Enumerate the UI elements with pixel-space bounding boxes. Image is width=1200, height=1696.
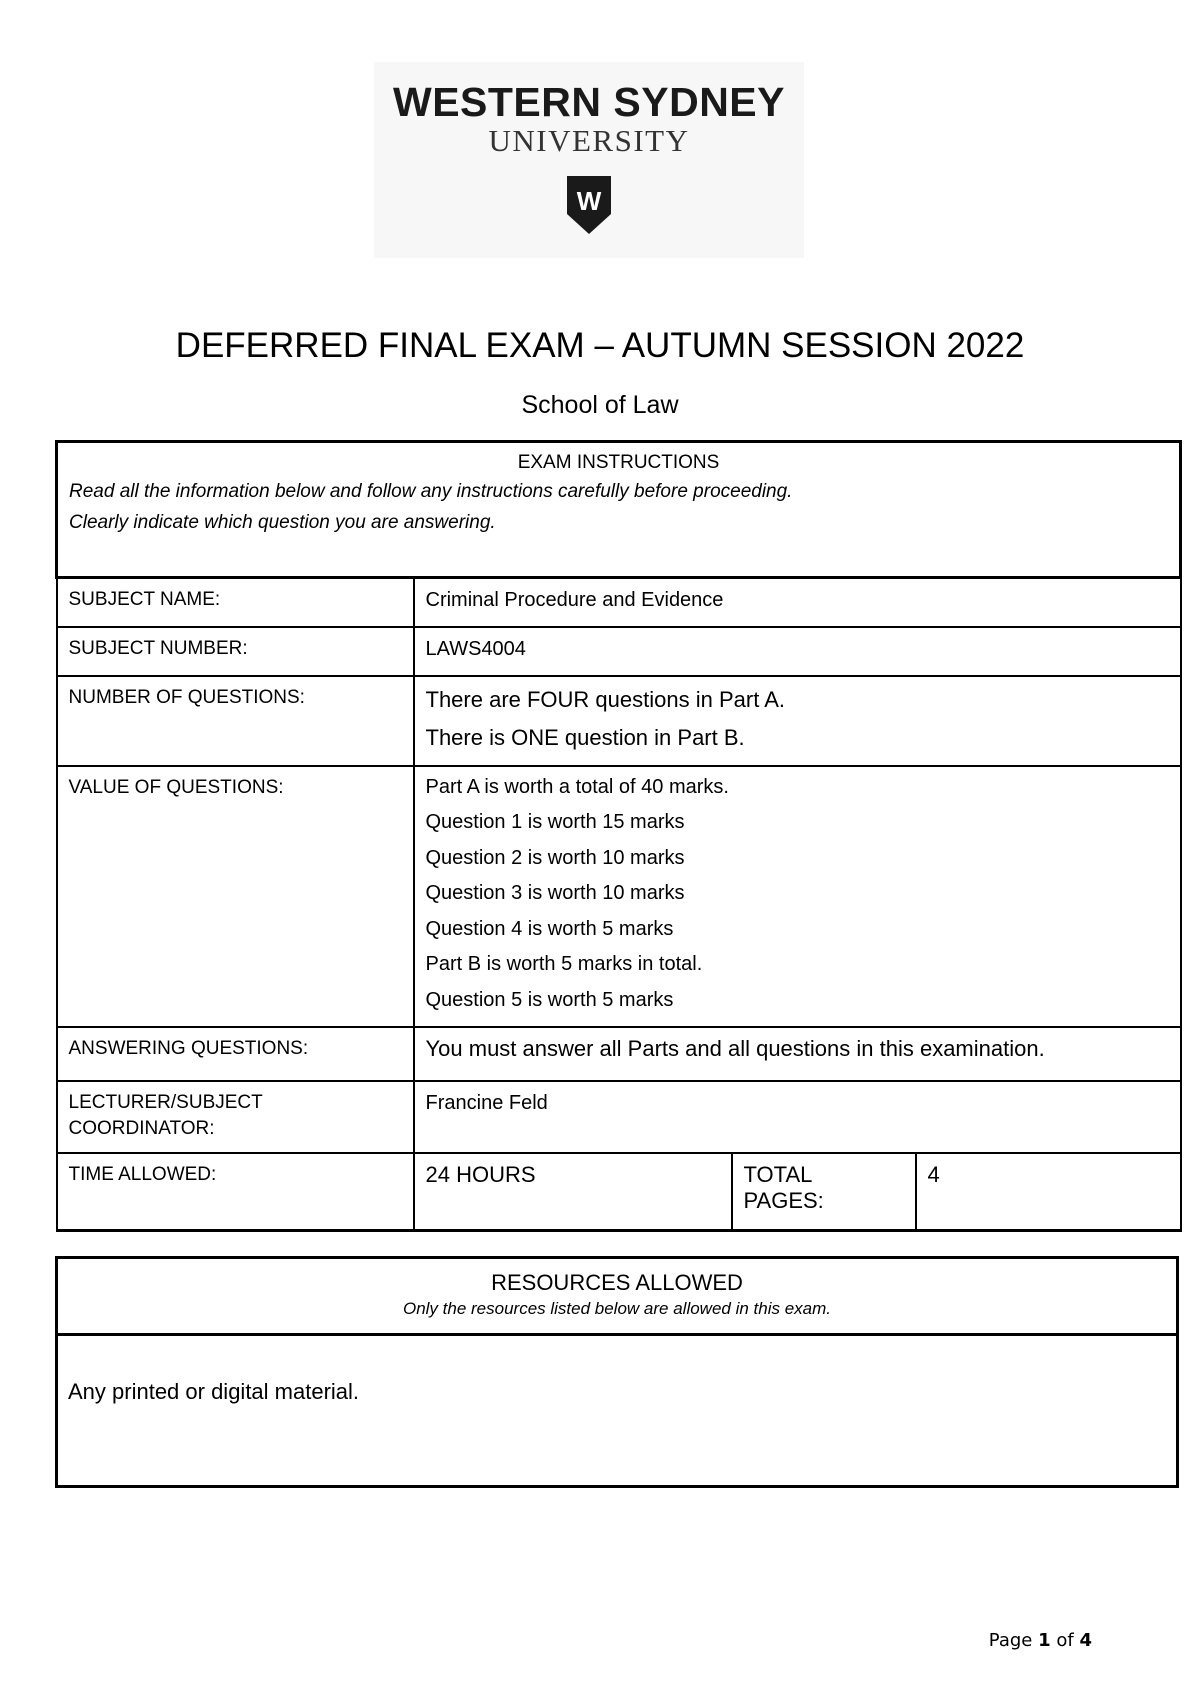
page-footer [989, 1630, 1092, 1651]
value-line: Part B is worth 5 marks in total. [425, 953, 703, 975]
shield-icon [565, 174, 613, 236]
answering-questions-value: You must answer all Parts and all questions in this examination. [414, 1027, 1181, 1081]
table-row [57, 578, 1181, 627]
lecturer-label [57, 1081, 414, 1153]
logo-line-1: WESTERN SYDNEY [393, 79, 785, 125]
resources-subheading: Only the resources listed below are allowed in this exam. [402, 1299, 832, 1318]
time-allowed-label: TIME ALLOWED: [57, 1153, 414, 1230]
table-row [57, 627, 1181, 676]
footer-of-word: of [1056, 1630, 1074, 1651]
time-allowed-value: 24 HOURS [414, 1153, 732, 1230]
questions-line: There are FOUR questions in Part A. [425, 686, 785, 712]
svg-text:W: W [576, 186, 602, 216]
questions-line: There is ONE question in Part B. [425, 724, 745, 750]
university-logo [374, 62, 804, 258]
page-title: DEFERRED FINAL EXAM – AUTUMN SESSION 2022 [175, 326, 1025, 365]
resources-header [55, 1256, 1179, 1336]
total-pages-value: 4 [916, 1153, 1181, 1230]
lecturer-label-line: COORDINATOR: [68, 1118, 215, 1139]
lecturer-label-line: LECTURER/SUBJECT [68, 1092, 263, 1113]
value-line: Question 5 is worth 5 marks [425, 988, 674, 1011]
table-row [57, 1153, 1181, 1230]
instructions-cell [57, 442, 1181, 578]
instruction-line: Clearly indicate which question you are answering. [69, 512, 496, 533]
total-pages-label-line: TOTAL [743, 1162, 813, 1187]
subject-number-label: SUBJECT NUMBER: [57, 627, 414, 676]
instructions-heading: EXAM INSTRUCTIONS [517, 452, 720, 473]
instructions-row [57, 442, 1181, 578]
total-pages-label-line: PAGES: [743, 1188, 824, 1213]
value-of-questions-label: VALUE OF QUESTIONS: [57, 766, 414, 1028]
subject-name-value: Criminal Procedure and Evidence [414, 578, 1181, 627]
exam-info-table [55, 440, 1182, 1232]
value-line: Question 1 is worth 15 marks [425, 811, 685, 833]
table-row [57, 1081, 1181, 1153]
subject-number-value: LAWS4004 [414, 627, 1181, 676]
resources-body: Any printed or digital material. [55, 1333, 1179, 1488]
value-line: Question 3 is worth 10 marks [425, 882, 685, 904]
logo-line-2: UNIVERSITY [488, 123, 690, 158]
subject-name-label: SUBJECT NAME: [57, 578, 414, 627]
instruction-line: Read all the information below and follow any instructions carefully before proceeding. [69, 481, 793, 502]
value-of-questions-value [414, 766, 1181, 1028]
page-subtitle: School of Law [521, 391, 679, 419]
footer-page-word: Page [988, 1630, 1033, 1651]
value-line: Question 2 is worth 10 marks [425, 846, 685, 869]
value-line: Question 4 is worth 5 marks [425, 917, 674, 940]
table-row [57, 676, 1181, 766]
footer-page-total: 4 [1079, 1630, 1092, 1651]
total-pages-label [732, 1153, 916, 1230]
lecturer-value: Francine Feld [414, 1081, 1181, 1153]
value-line: Part A is worth a total of 40 marks. [425, 775, 729, 798]
footer-page-number: 1 [1038, 1630, 1051, 1651]
table-row [57, 1027, 1181, 1081]
number-of-questions-value [414, 676, 1181, 766]
answering-questions-label: ANSWERING QUESTIONS: [57, 1027, 414, 1081]
table-row [57, 766, 1181, 1028]
number-of-questions-label: NUMBER OF QUESTIONS: [57, 676, 414, 766]
resources-heading: RESOURCES ALLOWED [491, 1270, 743, 1295]
